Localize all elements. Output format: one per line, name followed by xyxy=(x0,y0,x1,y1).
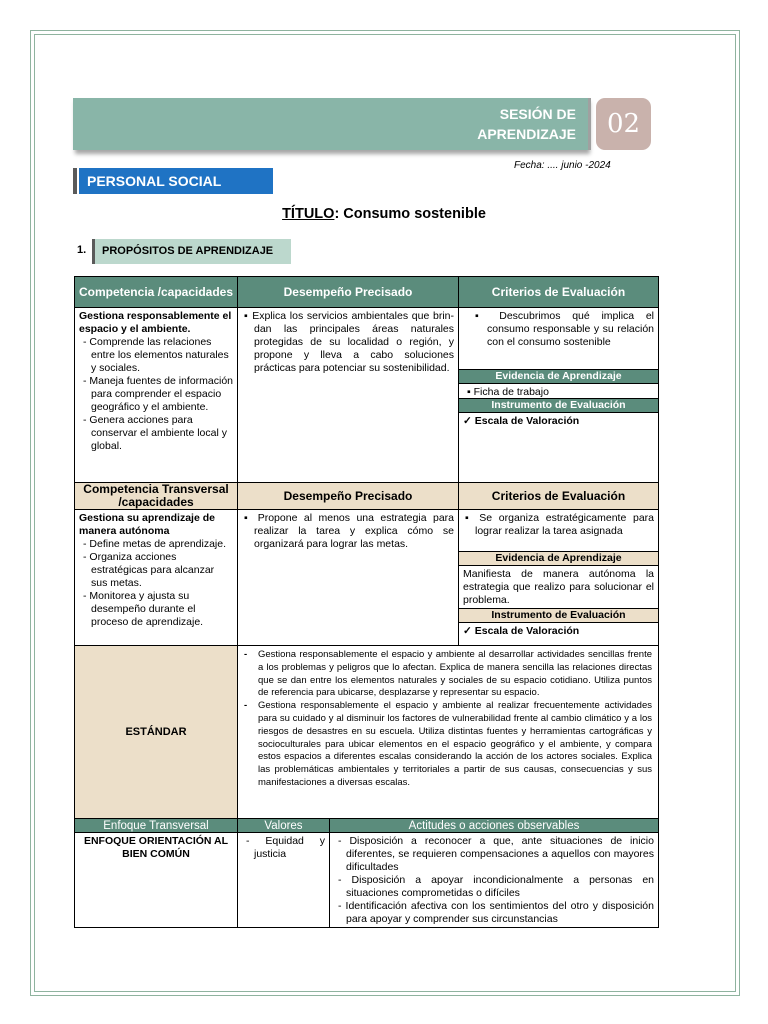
enfoque-header-actitudes: Actitudes o acciones observables xyxy=(329,818,659,833)
t2-desempeno-cell xyxy=(237,509,459,646)
t1-instrumento-cell xyxy=(458,412,659,483)
t1-instrumento-text: ✓ Escala de Valoración xyxy=(463,415,580,427)
check-icon: ✓ xyxy=(463,625,472,637)
t2-header-desempeno: Desempeño Precisado xyxy=(237,482,459,510)
banner-separator xyxy=(588,98,591,150)
section-heading: PROPÓSITOS DE APRENDIZAJE xyxy=(95,239,291,264)
title-label: TÍTULO xyxy=(282,206,335,222)
t2-capacidad-3: - Monitorea y ajusta su desempeño durante el proceso de aprendizaje. xyxy=(83,590,204,628)
t1-header-competencia: Competencia /capacidades xyxy=(74,276,238,308)
enfoque-actitud-3: - Identificación afectiva con los sentimientos del otro y disposición para apoyar y comprender sus circunstancias xyxy=(338,900,654,925)
t2-competencia-title: Gestiona su aprendizaje de manera autónoma xyxy=(79,512,215,537)
enfoque-actitud-2: - Disposición a apoyar incondicionalmente a personas en situaciones comprometidas o difíciles xyxy=(338,874,654,899)
t2-evidencia-label: Evidencia de Aprendizaje xyxy=(458,551,659,566)
t2-criterio-text: ▪ Se organiza estratégicamente para lograr realizar la tarea asignada xyxy=(465,512,655,537)
t1-evidencia-label: Evidencia de Aprendizaje xyxy=(458,369,659,384)
session-banner xyxy=(73,98,588,150)
section-number: 1. xyxy=(77,244,87,256)
t2-capacidad-2: - Organiza acciones estratégicas para alcanzar sus metas. xyxy=(83,551,215,589)
title-separator: : xyxy=(334,206,340,222)
t2-capacidad-1: - Define metas de aprendizaje. xyxy=(83,538,227,550)
enfoque-valores-cell xyxy=(237,832,330,928)
t2-evidencia-text: Manifiesta de manera autónoma la estrategia que realizo para solucionar el problema. xyxy=(463,568,654,606)
title-text: Consumo sostenible xyxy=(339,206,486,222)
date-line: Fecha: .... junio -2024 xyxy=(514,160,611,171)
t2-desempeno-text: ▪ Propone al menos una estrategia para realizar la tarea y explica cómo se organizará para lograr las metas. xyxy=(244,512,455,550)
t2-header-criterios: Criterios de Evaluación xyxy=(458,482,659,510)
t1-header-desempeno: Desempeño Precisado xyxy=(237,276,459,308)
t1-desempeno-cell xyxy=(237,307,459,483)
t1-header-criterios: Criterios de Evaluación xyxy=(458,276,659,308)
enfoque-actitud-1: - Disposición a reconocer a que, ante situaciones de inicio diferentes, se requieren compensaciones a aquellos con mayores dificultades xyxy=(338,835,654,873)
t2-evidencia-cell xyxy=(458,565,659,609)
t1-criterio-text: ▪ Descubrimos qué implica el consumo responsable y su relación con el consumo sostenible xyxy=(475,310,654,348)
t1-desempeno-text: ▪ Explica los servicios ambientales que brin-dan las principales áreas naturales protegidas de su localidad o región, y propone y lleva a cabo soluciones prácticas para potenciar su sostenibilidad. xyxy=(244,310,454,374)
t1-instrumento-label: Instrumento de Evaluación xyxy=(458,398,659,413)
session-number: 02 xyxy=(596,98,651,150)
estandar-item-1: - Gestiona responsablemente el espacio y ambiente al desarrollar actividades sencillas frente a los problemas y peligros que lo afectan. Explica de manera sencilla las relaciones directas que se dan entre los elementos naturales y sociales de su espacio cotidiano. Utiliza puntos de referencia para ubicarse, desplazarse y representar su espacio. xyxy=(244,649,652,699)
t1-competencia-cell xyxy=(74,307,238,483)
enfoque-valores-text: - Equidad y justicia xyxy=(246,835,325,860)
enfoque-actitudes-cell xyxy=(329,832,659,928)
estandar-item-2: - Gestiona responsablemente el espacio y ambiente al realizar frecuentemente actividades para su cuidado y al disminuir los factores de vulnerabilidad frente al cambio climático y a los riesgos de desastres en su escuela. Utiliza distintas fuentes y herramientas cartográficas y socioculturales para ubicar elementos en el espacio geográfico y el ambiente, y compara estos espacios a diferentes escalas considerando la acción de los actores sociales. Explica las problemáticas ambientales y territoriales a partir de sus causas, consecuencias y sus manifestaciones a diversas escalas. xyxy=(244,700,652,788)
t1-capacidad-2: - Maneja fuentes de información para comprender el espacio geográfico y el ambiente. xyxy=(83,375,234,413)
t2-instrumento-cell xyxy=(458,622,659,646)
enfoque-name: ENFOQUE ORIENTACIÓN AL BIEN COMÚN xyxy=(74,832,238,928)
t1-criterio-cell xyxy=(458,307,659,370)
area-accent xyxy=(73,168,77,194)
t1-competencia-title: Gestiona responsablemente el espacio y el ambiente. xyxy=(79,310,232,335)
t2-instrumento-label: Instrumento de Evaluación xyxy=(458,608,659,623)
t2-header-competencia: Competencia Transversal /capacidades xyxy=(74,482,238,510)
estandar-cell xyxy=(237,645,659,819)
t2-instrumento-text: ✓ Escala de Valoración xyxy=(463,625,580,637)
area-label: PERSONAL SOCIAL xyxy=(79,168,273,194)
page-title xyxy=(0,206,768,222)
t1-capacidad-3: - Genera acciones para conservar el ambiente local y global. xyxy=(83,414,227,452)
banner-line-1: SESIÓN DE xyxy=(499,106,576,122)
check-icon: ✓ xyxy=(463,415,472,427)
t2-competencia-cell xyxy=(74,509,238,646)
t1-evidencia-text: ▪ Ficha de trabajo xyxy=(467,386,549,398)
enfoque-header-valores: Valores xyxy=(237,818,330,833)
t1-capacidad-1: - Comprende las relaciones entre los elementos naturales y sociales. xyxy=(83,336,229,374)
banner-line-2: APRENDIZAJE xyxy=(477,126,576,142)
estandar-label: ESTÁNDAR xyxy=(74,645,238,819)
t2-criterio-cell xyxy=(458,509,659,552)
t1-evidencia-cell xyxy=(458,383,659,399)
enfoque-header-enfoque: Enfoque Transversal xyxy=(74,818,238,833)
